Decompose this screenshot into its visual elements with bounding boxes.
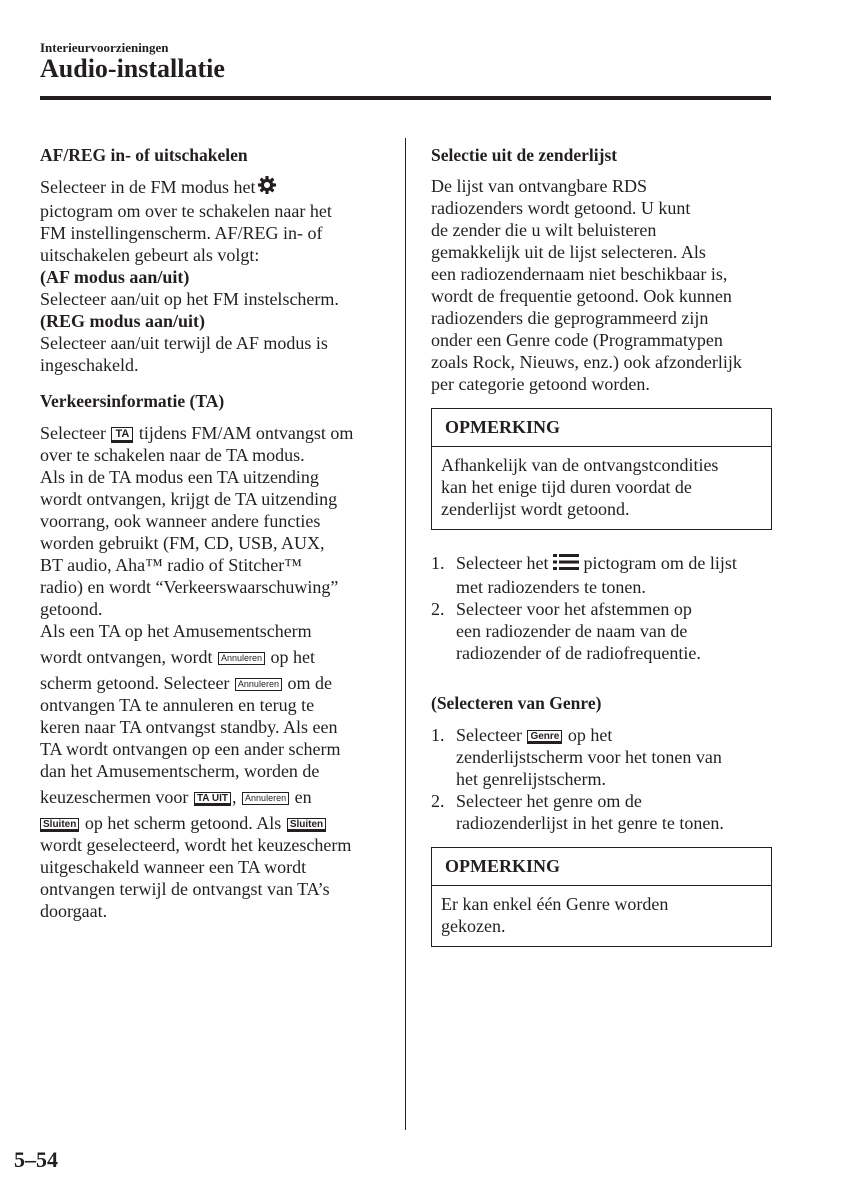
af-mode-label: (AF modus aan/uit)	[40, 267, 190, 287]
station-list-paragraph: De lijst van ontvangbare RDS radiozenders wordt getoond. U kunt de zender die u wilt beluisteren gemakkelijk uit de lijst selecteren. Als een radiozendernaam niet beschikbaar is, wordt de frequentie getoond. Ook kunnen radiozenders die geprogrammeerd zijn onder een Genre code (Programmatypen zoals Rock, Nieuws, enz.) ook afzonderlijk per categorie getoond worden.	[431, 176, 742, 394]
note-body: Er kan enkel één Genre worden gekozen.	[441, 894, 669, 936]
ta-paragraph: Selecteer TA tijdens FM/AM ontvangst om over te schakelen naar de TA modus. Als in de TA modus een TA uitzending wordt ontvangen, krijgt de TA uitzending voorrang, ook wanneer andere functies worden gebruikt (FM, CD, USB, AUX, BT audio, Aha™ radio of Stitcher™ radio) en wordt “Verkeerswaarschuwing” getoond. Als een TA op het Amusementscherm wordt ontvangen, wordt Annuleren op het scherm getoond. Selecteer Annuleren om de ontvangen TA te annuleren en terug te keren naar TA ontvangst standby. Als een TA wordt ontvangen op een ander scherm dan het Amusementscherm, worden de keuzeschermen voor TA UIT , Annuleren en Sluiten op het scherm getoond. Als Sluiten wordt geselecteerd, wordt het keuzescherm uitgeschakeld wanneer een TA wordt ontvangen terwijl de ontvangst van TA’s doorgaat.	[40, 423, 354, 921]
column-divider	[405, 138, 406, 1130]
annuleren-button: Annuleren	[242, 792, 289, 805]
list-icon	[553, 553, 579, 576]
left-column	[40, 140, 390, 922]
annuleren-button: Annuleren	[218, 652, 265, 665]
list-item: 1. Selecteer Genre op het zenderlijstscherm voor het tonen van het genrelijstscherm.	[431, 725, 722, 789]
page-number: 5–54	[14, 1147, 58, 1172]
note-title: OPMERKING	[432, 848, 771, 886]
gear-icon	[257, 175, 277, 200]
list-item: 2. Selecteer het genre om de radiozenderlijst in het genre te tonen.	[431, 791, 724, 833]
station-list-heading: Selectie uit de zenderlijst	[431, 145, 618, 165]
page-title: Audio-installatie	[40, 54, 225, 83]
note-box	[431, 847, 772, 947]
ta-button: TA	[111, 427, 133, 443]
note-title: OPMERKING	[432, 409, 771, 447]
note-body: Afhankelijk van de ontvangstcondities kan het enige tijd duren voordat de zenderlijst wordt getoond.	[441, 455, 719, 519]
af-reg-paragraph: Selecteer in de FM modus het pictogram om over te schakelen naar het FM instellingenscherm. AF/REG in- of uitschakelen gebeurt als volgt: (AF modus aan/uit) Selecteer aan/uit op het FM instelscherm. (REG modus aan/uit) Selecteer aan/uit terwijl de AF modus is ingeschakeld.	[40, 175, 390, 376]
annuleren-button: Annuleren	[235, 678, 282, 691]
list-item: 1. Selecteer het pictogram om de lijst met radiozenders te tonen.	[431, 553, 737, 597]
genre-button: Genre	[527, 730, 562, 744]
note-box	[431, 408, 772, 530]
af-reg-heading: AF/REG in- of uitschakelen	[40, 145, 248, 165]
genre-steps	[431, 724, 776, 834]
list-item: 2. Selecteer voor het afstemmen op een radiozender de naam van de radiozender of de radiofrequentie.	[431, 599, 701, 663]
section-label: Interieurvoorzieningen	[40, 40, 169, 55]
right-column	[431, 140, 776, 947]
station-list-steps	[431, 552, 776, 664]
ta-uit-button: TA UIT	[194, 792, 231, 806]
genre-heading: (Selecteren van Genre)	[431, 693, 602, 713]
reg-mode-label: (REG modus aan/uit)	[40, 311, 206, 331]
header-rule	[40, 96, 771, 100]
sluiten-button: Sluiten	[40, 818, 79, 832]
sluiten-button: Sluiten	[287, 818, 326, 832]
ta-heading: Verkeersinformatie (TA)	[40, 391, 225, 411]
